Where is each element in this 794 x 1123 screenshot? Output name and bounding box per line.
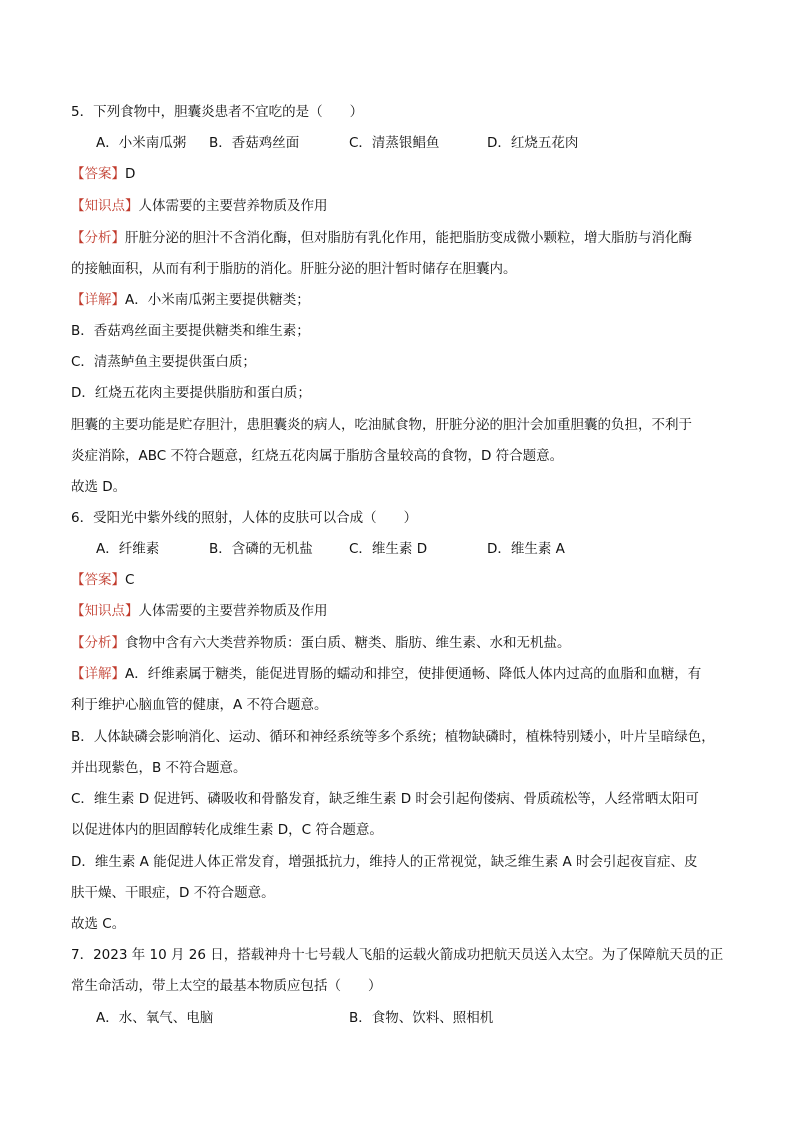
q6-detail-a-1 — [71, 664, 701, 684]
q6-knowledge-point — [71, 601, 328, 621]
q5-detail-a — [71, 290, 310, 310]
q6-detail-d-1: D．维生素 A 能促进人体正常发育，增强抵抗力，维持人的正常视觉，缺乏维生素 A 时会引起夜盲症、皮 — [71, 854, 698, 870]
q5-knowledge-point — [71, 196, 328, 216]
q5-stem: 5．下列食物中，胆囊炎患者不宜吃的是（ ） — [71, 104, 364, 120]
q6-stem: 6．受阳光中紫外线的照射，人体的皮肤可以合成（ ） — [71, 510, 418, 526]
q6-choice-a: A．纤维素 — [96, 541, 160, 557]
q5-detail-d: D．红烧五花肉主要提供脂肪和蛋白质； — [71, 385, 311, 401]
q5-analysis-line-2: 的接触面积，从而有利于脂肪的消化。肝脏分泌的胆汁暂时储存在胆囊内。 — [71, 261, 517, 277]
detail-text: A．纤维素属于糖类，能促进胃肠的蠕动和排空，使排便通畅、降低人体内过高的血脂和血糖，有 — [125, 666, 702, 682]
q5-choice-d: D．红烧五花肉 — [487, 135, 579, 151]
q5-detail-c: C．清蒸鲈鱼主要提供蛋白质； — [71, 354, 256, 370]
q5-conclusion: 故选 D。 — [71, 479, 127, 495]
q6-choice-c: C．维生素 D — [349, 541, 428, 557]
analysis-text: 肝脏分泌的胆汁不含消化酶，但对脂肪有乳化作用，能把脂肪变成微小颗粒，增大脂肪与消化酶 — [125, 230, 692, 246]
detail-tag: 【详解】 — [71, 292, 125, 308]
q5-answer — [71, 164, 135, 184]
q6-conclusion: 故选 C。 — [71, 916, 126, 932]
q5-choice-b: B．香菇鸡丝面 — [209, 135, 300, 151]
q6-detail-b-1: B．人体缺磷会影响消化、运动、循环和神经系统等多个系统；植物缺磷时，植株特别矮小，叶片呈暗绿色， — [71, 729, 715, 745]
q6-analysis — [71, 633, 571, 653]
q7-stem-line-1: 7．2023 年 10 月 26 日，搭载神舟十七号载人飞船的运载火箭成功把航天员送入太空。为了保障航天员的正 — [71, 947, 724, 963]
q6-detail-c-2: 以促进体内的胆固醇转化成维生素 D，C 符合题意。 — [71, 822, 383, 838]
q7-stem-line-2: 常生命活动，带上太空的最基本物质应包括（ ） — [71, 978, 382, 994]
answer-value: C — [125, 572, 135, 588]
analysis-tag: 【分析】 — [71, 230, 125, 246]
q6-detail-b-2: 并出现紫色，B 不符合题意。 — [71, 760, 247, 776]
q6-detail-c-1: C．维生素 D 促进钙、磷吸收和骨骼发育，缺乏维生素 D 时会引起佝偻病、骨质疏松等，人经常晒太阳可 — [71, 791, 699, 807]
answer-tag: 【答案】 — [71, 572, 125, 588]
detail-text: A．小米南瓜粥主要提供糖类； — [125, 292, 310, 308]
q5-detail-summary-2: 炎症消除，ABC 不符合题意，红烧五花肉属于脂肪含量较高的食物，D 符合题意。 — [71, 448, 564, 464]
q6-detail-d-2: 肤干燥、干眼症，D 不符合题意。 — [71, 885, 275, 901]
q6-choice-b: B．含磷的无机盐 — [209, 541, 313, 557]
knowledge-point-text: 人体需要的主要营养物质及作用 — [138, 603, 328, 619]
q5-analysis-line-1 — [71, 228, 692, 248]
q5-detail-b: B．香菇鸡丝面主要提供糖类和维生素； — [71, 323, 310, 339]
answer-tag: 【答案】 — [71, 166, 125, 182]
answer-value: D — [125, 166, 136, 182]
q7-choice-a: A．水、氧气、电脑 — [96, 1010, 214, 1026]
q6-answer — [71, 570, 134, 590]
q5-detail-summary-1: 胆囊的主要功能是贮存胆汁，患胆囊炎的病人，吃油腻食物，肝脏分泌的胆汁会加重胆囊的负担，不利于 — [71, 417, 692, 433]
q5-choice-c: C．清蒸银鲳鱼 — [349, 135, 440, 151]
analysis-text: 食物中含有六大类营养物质：蛋白质、糖类、脂肪、维生素、水和无机盐。 — [125, 635, 571, 651]
q5-choice-a: A．小米南瓜粥 — [96, 135, 187, 151]
q7-choices — [96, 1008, 696, 1028]
knowledge-point-tag: 【知识点】 — [71, 198, 139, 214]
q6-detail-a-2: 利于维护心脑血管的健康，A 不符合题意。 — [71, 697, 328, 713]
q6-choices — [96, 539, 696, 559]
q6-choice-d: D．维生素 A — [487, 541, 565, 557]
detail-tag: 【详解】 — [71, 666, 125, 682]
analysis-tag: 【分析】 — [71, 635, 125, 651]
q5-choices — [96, 133, 696, 153]
knowledge-point-text: 人体需要的主要营养物质及作用 — [138, 198, 328, 214]
q7-choice-b: B．食物、饮料、照相机 — [349, 1010, 494, 1026]
knowledge-point-tag: 【知识点】 — [71, 603, 139, 619]
